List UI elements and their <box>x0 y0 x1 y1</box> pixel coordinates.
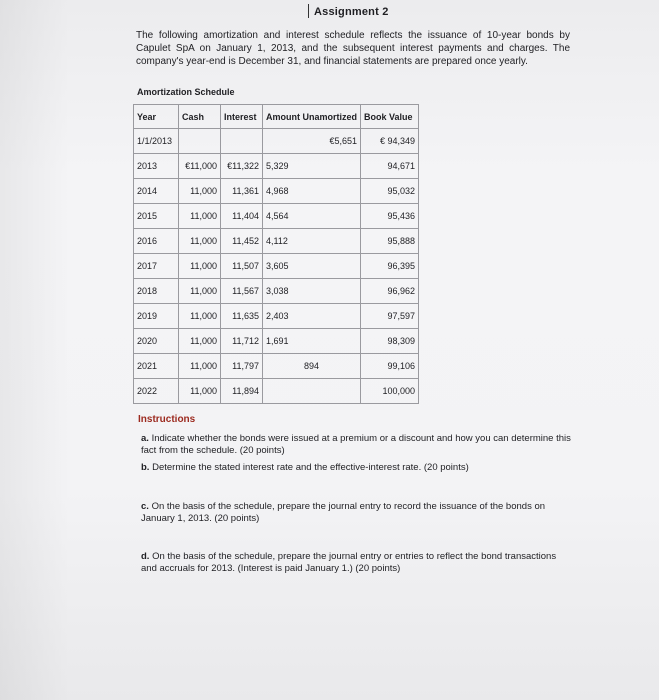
table-row <box>134 254 419 279</box>
cell-book-value: 97,597 <box>361 304 419 329</box>
cell-interest: 11,507 <box>221 254 263 279</box>
cell-year: 2022 <box>134 379 179 404</box>
amortization-table <box>133 104 419 404</box>
cell-year: 2014 <box>134 179 179 204</box>
cell-cash: 11,000 <box>179 254 221 279</box>
cell-cash: 11,000 <box>179 204 221 229</box>
header-unamortized: Amount Unamortized <box>263 105 361 129</box>
table-row <box>134 379 419 404</box>
table-header-row <box>134 105 419 129</box>
cell-year: 2015 <box>134 204 179 229</box>
cell-book-value: 94,671 <box>361 154 419 179</box>
cell-book-value: 95,436 <box>361 204 419 229</box>
cell-year: 2013 <box>134 154 179 179</box>
cell-unamortized: 3,605 <box>263 254 361 279</box>
cell-cash: 11,000 <box>179 179 221 204</box>
cell-interest: 11,635 <box>221 304 263 329</box>
cell-book-value: 96,962 <box>361 279 419 304</box>
instruction-b <box>141 462 571 474</box>
cell-cash: 11,000 <box>179 354 221 379</box>
cell-interest <box>221 129 263 154</box>
cell-book-value: 95,032 <box>361 179 419 204</box>
cell-cash: 11,000 <box>179 379 221 404</box>
instruction-c-label: c. <box>141 501 149 512</box>
cell-book-value: 95,888 <box>361 229 419 254</box>
cursor-mark <box>308 4 309 18</box>
cell-cash: 11,000 <box>179 329 221 354</box>
schedule-title: Amortization Schedule <box>137 87 235 97</box>
table-row <box>134 154 419 179</box>
instruction-c-text: On the basis of the schedule, prepare the journal entry to record the issuance of the bonds on January 1, 2013. (20 points) <box>141 501 546 524</box>
cell-year: 2018 <box>134 279 179 304</box>
header-year: Year <box>134 105 179 129</box>
cell-unamortized: 894 <box>263 354 361 379</box>
cell-year: 1/1/2013 <box>134 129 179 154</box>
cell-year: 2020 <box>134 329 179 354</box>
table-row <box>134 279 419 304</box>
instructions-heading: Instructions <box>138 414 196 425</box>
instruction-d-label: d. <box>141 551 150 562</box>
instruction-a <box>141 433 571 457</box>
header-book-value: Book Value <box>361 105 419 129</box>
cell-interest: 11,894 <box>221 379 263 404</box>
cell-unamortized: 5,329 <box>263 154 361 179</box>
cell-unamortized <box>263 379 361 404</box>
table-row <box>134 329 419 354</box>
cell-book-value: € 94,349 <box>361 129 419 154</box>
cell-interest: 11,567 <box>221 279 263 304</box>
cell-cash: 11,000 <box>179 279 221 304</box>
cell-year: 2019 <box>134 304 179 329</box>
instruction-b-text: Determine the stated interest rate and the effective-interest rate. (20 points) <box>152 462 469 473</box>
cell-unamortized: 4,112 <box>263 229 361 254</box>
table-row <box>134 354 419 379</box>
assignment-title: Assignment 2 <box>314 6 389 18</box>
cell-unamortized: 4,564 <box>263 204 361 229</box>
cell-cash: 11,000 <box>179 229 221 254</box>
cell-interest: 11,361 <box>221 179 263 204</box>
instruction-a-text: Indicate whether the bonds were issued at a premium or a discount and how you can determine this fact from the schedule. (20 points) <box>141 433 571 456</box>
cell-book-value: 99,106 <box>361 354 419 379</box>
cell-unamortized: 2,403 <box>263 304 361 329</box>
cell-interest: 11,797 <box>221 354 263 379</box>
table-body <box>134 129 419 404</box>
instruction-c <box>141 501 571 525</box>
cell-book-value: 96,395 <box>361 254 419 279</box>
cell-unamortized: €5,651 <box>263 129 361 154</box>
cell-year: 2016 <box>134 229 179 254</box>
cell-book-value: 100,000 <box>361 379 419 404</box>
cell-interest: €11,322 <box>221 154 263 179</box>
cell-year: 2017 <box>134 254 179 279</box>
cell-interest: 11,712 <box>221 329 263 354</box>
cell-year: 2021 <box>134 354 179 379</box>
instruction-d <box>141 551 571 575</box>
cell-book-value: 98,309 <box>361 329 419 354</box>
cell-interest: 11,404 <box>221 204 263 229</box>
cell-interest: 11,452 <box>221 229 263 254</box>
table-row <box>134 204 419 229</box>
instruction-d-text: On the basis of the schedule, prepare the journal entry or entries to reflect the bond transactions and accruals for 2013. (Interest is paid January 1.) (20 points) <box>141 551 557 574</box>
table-row <box>134 129 419 154</box>
header-interest: Interest <box>221 105 263 129</box>
instruction-b-label: b. <box>141 462 150 473</box>
cell-unamortized: 1,691 <box>263 329 361 354</box>
table-row <box>134 304 419 329</box>
header-cash: Cash <box>179 105 221 129</box>
cell-cash <box>179 129 221 154</box>
cell-cash: €11,000 <box>179 154 221 179</box>
instruction-a-label: a. <box>141 433 149 444</box>
cell-unamortized: 4,968 <box>263 179 361 204</box>
cell-cash: 11,000 <box>179 304 221 329</box>
table-row <box>134 229 419 254</box>
intro-paragraph: The following amortization and interest schedule reflects the issuance of 10-year bonds by Capulet SpA on January 1, 2013, and the subsequent interest payments and charges. The company's year-end is December 31, and financial statements are prepared once yearly. <box>136 30 570 67</box>
table-row <box>134 179 419 204</box>
cell-unamortized: 3,038 <box>263 279 361 304</box>
